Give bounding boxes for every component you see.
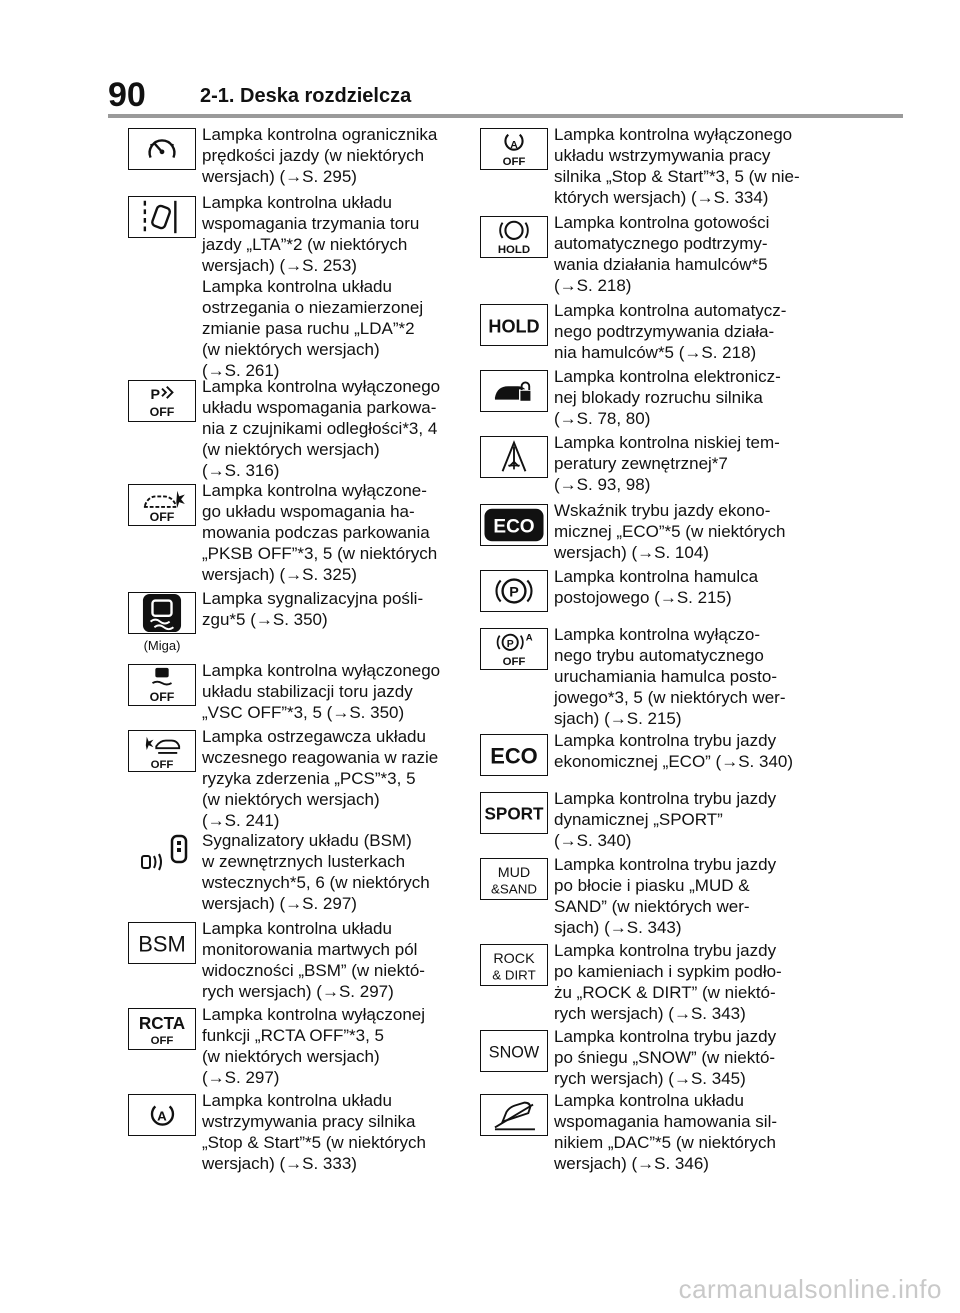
section-title: 2-1. Deska rozdzielcza	[200, 85, 412, 107]
slip-indicator-icon	[128, 592, 196, 634]
item-description: Lampka kontrolna wyłączo- nego trybu automatycznego uruchamiania hamulca posto- jowego*3, 5 (w niektórych wer- sjach) (→S. 215)	[554, 625, 786, 728]
item-description: Lampka kontrolna wyłączonego układu wstrzymywania pracy silnika „Stop & Start”*3, 5 (w nie- których wersjach) (→S. 334)	[554, 125, 800, 207]
brake-hold-operated-icon	[480, 304, 548, 346]
svg-text:OFF: OFF	[150, 1035, 174, 1048]
item-description: Lampka kontrolna wyłączonej funkcji „RCTA OFF”*3, 5 (w niektórych wersjach) (→S. 297)	[202, 1005, 426, 1087]
item-description: Lampka kontrolna trybu jazdy ekonomicznej „ECO” (→S. 340)	[554, 731, 794, 771]
rcta-off-icon	[128, 1008, 196, 1050]
svg-text:&SAND: &SAND	[491, 881, 537, 897]
parking-brake-icon	[480, 570, 548, 612]
svg-text:SPORT: SPORT	[484, 803, 544, 824]
item-description: Lampka ostrzegawcza układu wczesnego reagowania w razie ryzyka zderzenia „PCS”*3, 5 (w niektórych wersjach) (→S. 241)	[202, 727, 439, 830]
item-description: Sygnalizatory układu (BSM) w zewnętrznych lusterkach wstecznych*5, 6 (w niektórych wersjach) (→S. 297)	[202, 831, 430, 913]
item-description: Lampka sygnalizacyjna pośli- zgu*5 (→S. 350)	[202, 589, 424, 629]
stop-start-icon	[128, 1094, 196, 1136]
svg-text:A: A	[157, 1108, 167, 1124]
watermark: carmanualsonline.info	[678, 1274, 942, 1304]
svg-text:OFF: OFF	[502, 156, 526, 169]
stop-start-off-icon	[480, 128, 548, 170]
auto-parking-brake-off-icon	[480, 628, 548, 670]
svg-text:P: P	[506, 639, 514, 651]
item-description: Lampka kontrolna automatycz- nego podtrzymywania działa- nia hamulców*5 (→S. 218)	[554, 301, 787, 362]
brake-hold-standby-icon	[480, 216, 548, 258]
svg-text:A: A	[510, 140, 518, 152]
svg-text:MUD: MUD	[497, 865, 531, 882]
item-description: Lampka kontrolna układu monitorowania martwych pól widoczności „BSM” (w niektó- rych wersjach) (→S. 297)	[202, 919, 425, 1001]
icon-caption: (Miga)	[143, 638, 181, 653]
dac-icon	[480, 1094, 548, 1136]
svg-text:HOLD: HOLD	[497, 244, 531, 257]
svg-text:SNOW: SNOW	[488, 1043, 540, 1062]
page-number: 90	[108, 76, 146, 114]
svg-text:OFF: OFF	[149, 405, 175, 420]
svg-text:A: A	[525, 632, 533, 644]
bsm-mirror-icon	[128, 834, 196, 876]
lane-tracing-assist-icon	[128, 196, 196, 238]
svg-text:OFF: OFF	[149, 510, 175, 525]
eco-driving-indicator-icon	[480, 504, 548, 546]
item-description: Lampka kontrolna układu wspomagania hamowania sil- nikiem „DAC”*5 (w niektórych wersjach) (→S. 346)	[554, 1091, 778, 1173]
svg-text:P: P	[150, 387, 161, 404]
item-description: Lampka kontrolna niskiej tem- peratury zewnętrznej*7 (→S. 93, 98)	[554, 433, 780, 494]
svg-text:RCTA: RCTA	[138, 1013, 186, 1033]
svg-text:OFF: OFF	[502, 656, 526, 669]
svg-text:OFF: OFF	[150, 759, 174, 771]
page-header	[0, 0, 960, 118]
item-description: Lampka kontrolna hamulca postojowego (→S. 215)	[554, 567, 759, 607]
eco-mode-icon	[480, 734, 548, 776]
low-temperature-icon	[480, 436, 548, 478]
svg-text:ECO: ECO	[490, 743, 538, 769]
sport-mode-icon	[480, 792, 548, 834]
pksb-off-icon	[128, 484, 196, 526]
parking-sensor-off-icon	[128, 380, 196, 422]
item-description: Lampka kontrolna ogranicznika prędkości jazdy (w niektórych wersjach) (→S. 295)	[202, 125, 438, 186]
bsm-icon	[128, 922, 196, 964]
vsc-off-icon	[128, 664, 196, 706]
svg-text:ROCK: ROCK	[493, 951, 535, 968]
item-description: Lampka kontrolna układu wstrzymywania pracy silnika „Stop & Start”*5 (w niektórych wersjach) (→S. 333)	[202, 1091, 426, 1173]
rock-dirt-mode-icon	[480, 944, 548, 986]
mud-sand-mode-icon	[480, 858, 548, 900]
item-description: Lampka kontrolna układu wspomagania trzymania toru jazdy „LTA”*2 (w niektórych wersjach) (→S. 253) Lampka kontrolna układu ostrzegania o niezamierzonej zmianie pasa ruchu „LDA”*2 (w niektórych wersjach) (→S. 261)	[202, 193, 424, 380]
svg-text:ECO: ECO	[493, 516, 535, 538]
svg-text:OFF: OFF	[149, 690, 175, 705]
svg-text:HOLD: HOLD	[488, 316, 540, 337]
item-description: Lampka kontrolna trybu jazdy po kamieniach i sypkim podło- żu „ROCK & DIRT” (w niektó- rych wersjach) (→S. 343)	[554, 941, 782, 1023]
speed-limiter-icon	[128, 128, 196, 170]
pcs-warning-icon	[128, 730, 196, 772]
item-description: Wskaźnik trybu jazdy ekono- micznej „ECO”*5 (w niektórych wersjach) (→S. 104)	[554, 501, 786, 562]
item-description: Lampka kontrolna wyłączonego układu wspomagania parkowa- nia z czujnikami odległości*3, 4 (w niektórych wersjach) (→S. 316)	[202, 377, 441, 480]
svg-text:P: P	[509, 584, 519, 601]
svg-text:& DIRT: & DIRT	[492, 967, 536, 983]
item-description: Lampka kontrolna trybu jazdy po błocie i piasku „MUD & SAND” (w niektórych wer- sjach) (→S. 343)	[554, 855, 777, 937]
item-description: Lampka kontrolna wyłączonego układu stabilizacji toru jazdy „VSC OFF”*3, 5 (→S. 350)	[202, 661, 441, 722]
immobilizer-icon	[480, 370, 548, 412]
svg-text:BSM: BSM	[138, 931, 186, 957]
header-divider	[108, 114, 903, 118]
snow-mode-icon	[480, 1030, 548, 1072]
item-description: Lampka kontrolna trybu jazdy po śniegu „SNOW” (w niektó- rych wersjach) (→S. 345)	[554, 1027, 777, 1088]
item-description: Lampka kontrolna wyłączone- go układu wspomagania ha- mowania podczas parkowania „PKSB OFF”*3, 5 (w niektórych wersjach) (→S. 325)	[202, 481, 438, 584]
item-description: Lampka kontrolna gotowości automatycznego podtrzymy- wania działania hamulców*5 (→S. 218)	[554, 213, 770, 295]
item-description: Lampka kontrolna trybu jazdy dynamicznej „SPORT” (→S. 340)	[554, 789, 777, 850]
item-description: Lampka kontrolna elektronicz- nej blokady rozruchu silnika (→S. 78, 80)	[554, 367, 781, 428]
